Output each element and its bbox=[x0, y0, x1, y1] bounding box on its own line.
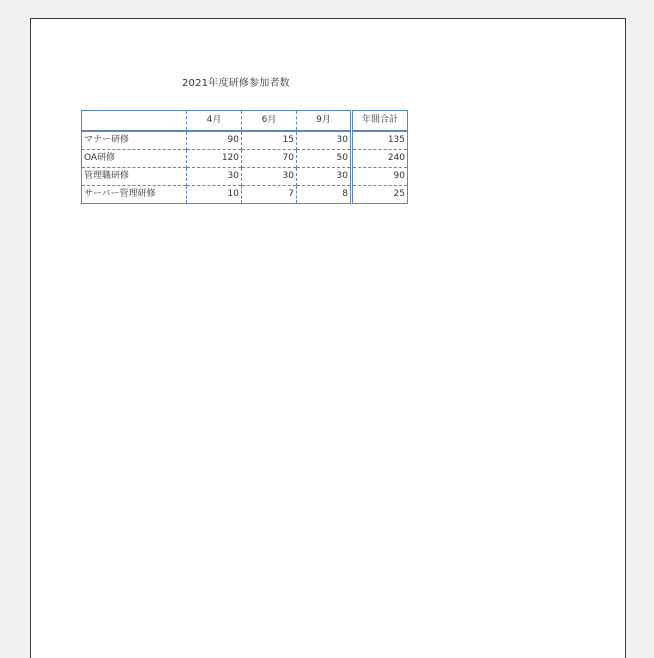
table-cell: 30 bbox=[187, 168, 242, 186]
row-label: サーバー管理研修 bbox=[82, 186, 187, 204]
table-cell: 30 bbox=[297, 168, 352, 186]
column-header-april: 4月 bbox=[187, 111, 242, 132]
column-header-annual-total: 年間合計 bbox=[352, 111, 408, 132]
total-cell: 135 bbox=[352, 131, 408, 150]
table-row bbox=[82, 186, 408, 204]
total-cell: 240 bbox=[352, 150, 408, 168]
table-cell: 30 bbox=[242, 168, 297, 186]
table-corner-cell bbox=[82, 111, 187, 132]
table-cell: 30 bbox=[297, 131, 352, 150]
row-label: マナー研修 bbox=[82, 131, 187, 150]
table-row bbox=[82, 131, 408, 150]
row-label: OA研修 bbox=[82, 150, 187, 168]
total-cell: 90 bbox=[352, 168, 408, 186]
table-cell: 10 bbox=[187, 186, 242, 204]
table-cell: 50 bbox=[297, 150, 352, 168]
total-cell: 25 bbox=[352, 186, 408, 204]
table-header-row bbox=[82, 111, 408, 132]
table-row bbox=[82, 150, 408, 168]
participants-table bbox=[81, 110, 408, 204]
document-title: 2021年度研修参加者数 bbox=[182, 78, 290, 89]
table-cell: 15 bbox=[242, 131, 297, 150]
table-row bbox=[82, 168, 408, 186]
table-cell: 120 bbox=[187, 150, 242, 168]
table-cell: 70 bbox=[242, 150, 297, 168]
table-cell: 90 bbox=[187, 131, 242, 150]
row-label: 管理職研修 bbox=[82, 168, 187, 186]
table-cell: 7 bbox=[242, 186, 297, 204]
document-page bbox=[30, 18, 626, 658]
column-header-september: 9月 bbox=[297, 111, 352, 132]
column-header-june: 6月 bbox=[242, 111, 297, 132]
table-cell: 8 bbox=[297, 186, 352, 204]
